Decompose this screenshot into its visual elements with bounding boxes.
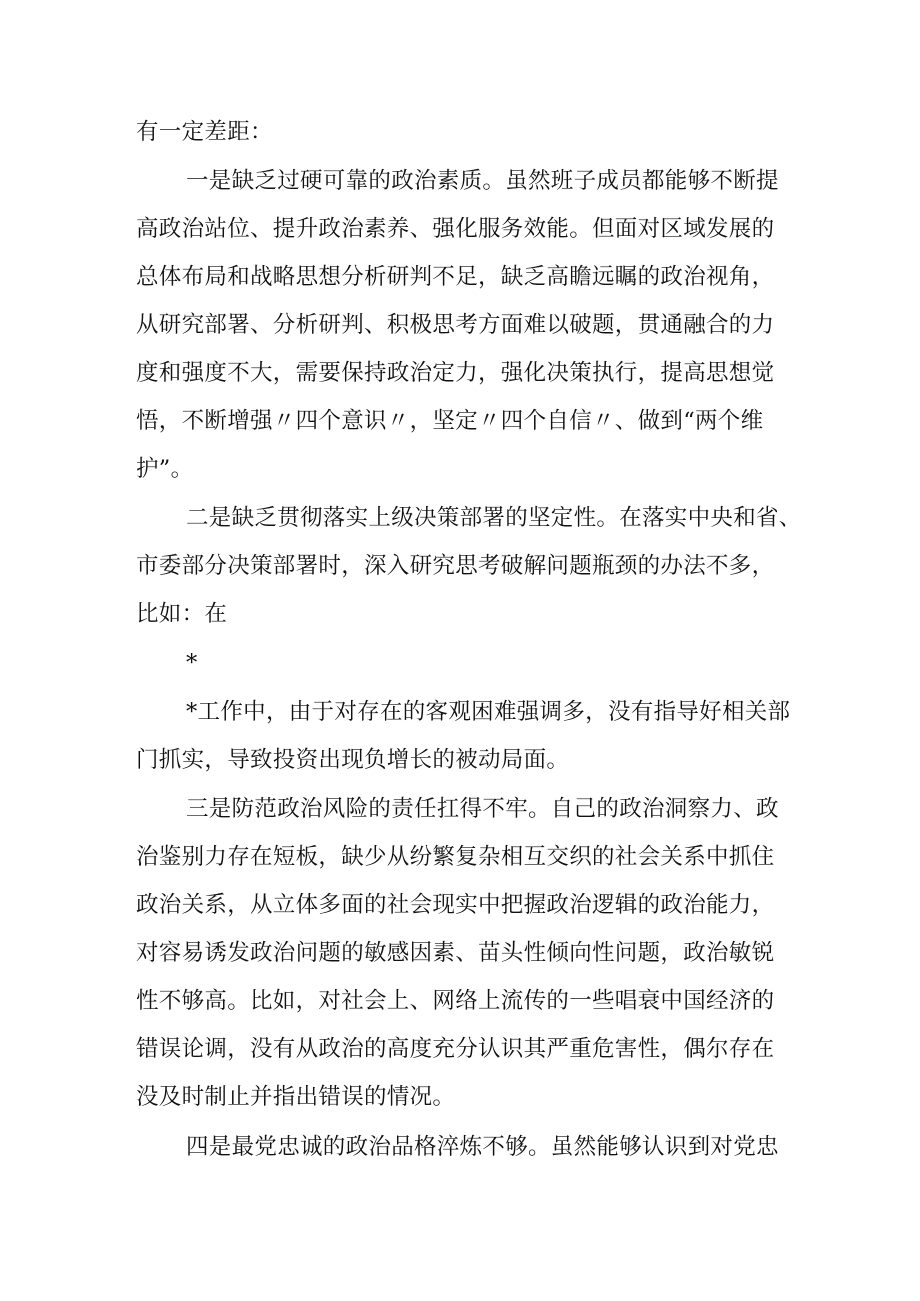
text-line: 悟，不断增强〃四个意识〃，坚定〃四个自信〃、做到“两个维	[136, 408, 764, 434]
paragraph-1-line-1: 一是缺乏过硬可靠的政治素质。虽然班子成员都能够不断提	[186, 168, 779, 194]
text-line: 护”。	[136, 456, 194, 482]
text-line: 没及时制止并指出错误的情况。	[136, 1084, 456, 1110]
paragraph-5-line-1: 四是最党忠诚的政治品格淬炼不够。虽然能够认识到对党忠	[186, 1134, 779, 1160]
text-line: 治鉴别力存在短板，缺少从纷繁复杂相互交织的社会关系中抓住	[136, 844, 775, 870]
text-line: 市委部分决策部署时，深入研究思考破解问题瓶颈的办法不多，	[136, 553, 775, 579]
text-line: 度和强度不大，需要保持政治定力，强化决策执行，提高思想觉	[136, 360, 775, 386]
text-line: 有一定差距：	[136, 119, 273, 145]
text-line: 门抓实，导致投资出现负增长的被动局面。	[136, 747, 570, 773]
text-line: 政治关系，从立体多面的社会现实中把握政治逻辑的政治能力，	[136, 892, 775, 918]
text-line: 性不够高。比如，对社会上、网络上流传的一些唱衰中国经济的	[136, 988, 775, 1014]
text-line: 比如：在	[136, 601, 228, 627]
asterisk-line: *	[186, 650, 198, 676]
text-line: 总体布局和战略思想分析研判不足，缺乏高瞻远瞩的政治视角，	[136, 264, 775, 290]
text-line: 高政治站位、提升政治素养、强化服务效能。但面对区域发展的	[136, 216, 775, 242]
text-line: 错误论调，没有从政治的高度充分认识其严重危害性，偶尔存在	[136, 1036, 775, 1062]
paragraph-2-line-1: 二是缺乏贯彻落实上级决策部署的坚定性。在落实中央和省、	[186, 505, 802, 531]
paragraph-3-line-1: *工作中，由于对存在的客观困难强调多，没有指导好相关部	[186, 699, 791, 725]
text-line: 对容易诱发政治问题的敏感因素、苗头性倾向性问题，政治敏锐	[136, 940, 775, 966]
text-line: 从研究部署、分析研判、积极思考方面难以破题，贯通融合的力	[136, 312, 775, 338]
paragraph-4-line-1: 三是防范政治风险的责任扛得不牢。自己的政治洞察力、政	[186, 796, 779, 822]
